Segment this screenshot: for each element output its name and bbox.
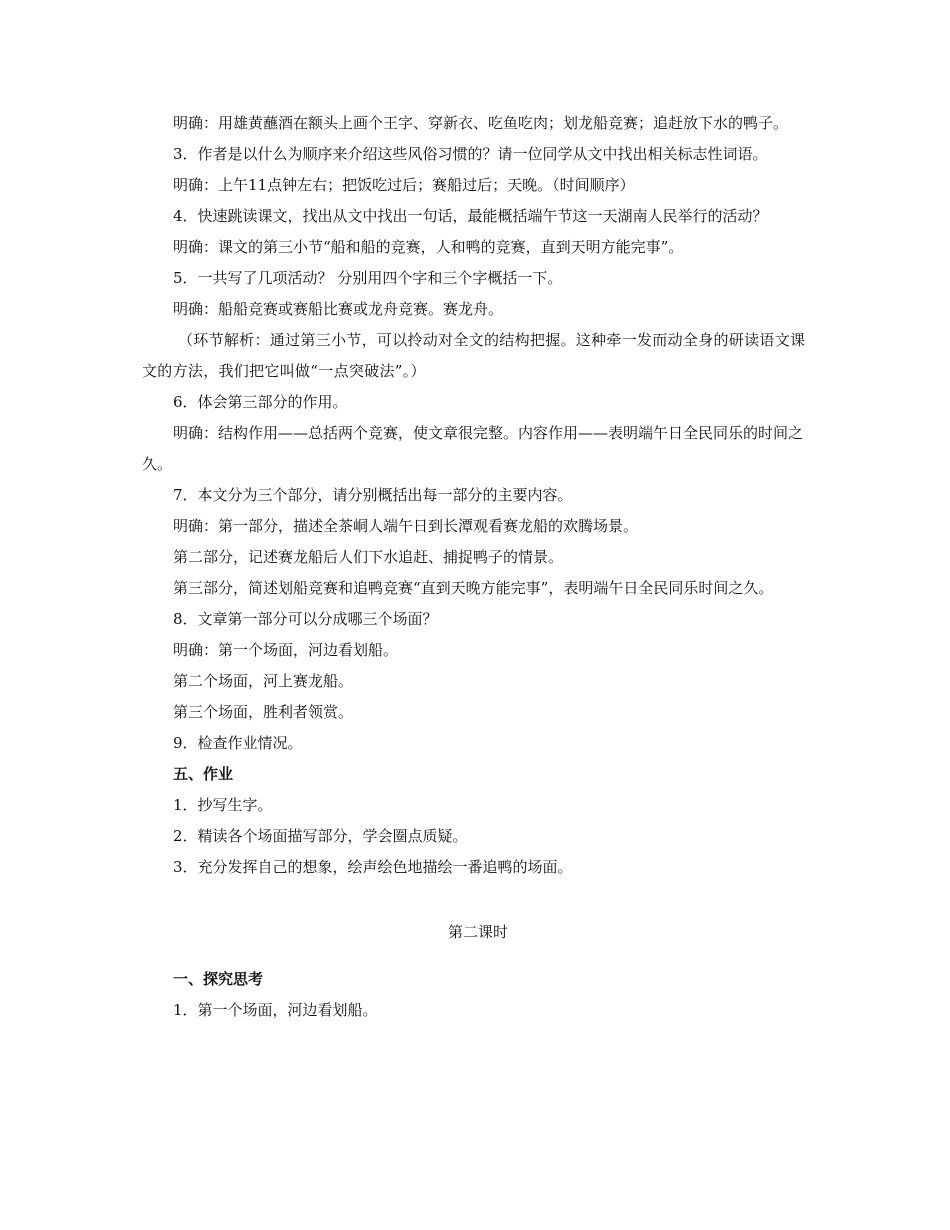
homework-item-3: 3．充分发挥自己的想象，绘声绘色地描绘一番追鸭的场面。 [173, 858, 573, 876]
homework-item-1: 1．抄写生字。 [173, 796, 273, 814]
answer-6: 明确：结构作用——总括两个竞赛，使文章很完整。内容作用——表明端午日全民同乐的时间之久。 [142, 424, 804, 473]
section-note: （环节解析：通过第三小节，可以拎动对全文的结构把握。这种牵一发而动全身的研读语文课文的方法，我们把它叫做“一点突破法”。） [142, 331, 806, 380]
answer-4: 明确：课文的第三小节“船和船的竞赛，人和鸭的竞赛，直到天明方能完事”。 [173, 238, 684, 256]
answer-3: 明确：上午11点钟左右；把饭吃过后；赛船过后；天晚。（时间顺序） [173, 176, 635, 194]
lesson-title: 第二课时 [447, 923, 508, 941]
answer-8-scene-2: 第二个场面，河上赛龙船。 [173, 672, 354, 690]
explore-item-1: 1．第一个场面，河边看划船。 [173, 1001, 378, 1019]
question-3: 3．作者是以什么为顺序来介绍这些风俗习惯的？请一位同学从文中找出相关标志性词语。 [173, 145, 768, 163]
answer-8-scene-1: 明确：第一个场面，河边看划船。 [173, 641, 399, 659]
question-5: 5．一共写了几项活动？ 分别用四个字和三个字概括一下。 [173, 269, 563, 287]
answer-paragraph: 明确：用雄黄蘸酒在额头上画个王字、穿新衣、吃鱼吃肉；划龙船竞赛；追赶放下水的鸭子。 [173, 114, 789, 132]
answer-7-part-2: 第二部分，记述赛龙船后人们下水追赶、捕捉鸭子的情景。 [173, 548, 564, 566]
answer-5: 明确：船船竞赛或赛船比赛或龙舟竞赛。赛龙舟。 [173, 300, 504, 318]
answer-8-scene-3: 第三个场面，胜利者领赏。 [173, 703, 354, 721]
question-7: 7．本文分为三个部分，请分别概括出每一部分的主要内容。 [173, 486, 573, 504]
homework-item-2: 2．精读各个场面描写部分，学会圈点质疑。 [173, 827, 468, 845]
section-heading-explore: 一、探究思考 [173, 970, 264, 988]
question-8: 8．文章第一部分可以分成哪三个场面？ [173, 610, 438, 628]
item-9: 9．检查作业情况。 [173, 734, 303, 752]
question-4: 4．快速跳读课文，找出从文中找出一句话，最能概括端午节这一天湖南人民举行的活动？ [173, 207, 768, 225]
answer-7-part-3: 第三部分，简述划船竞赛和追鸭竞赛“直到天晚方能完事”，表明端午日全民同乐时间之久。 [173, 579, 774, 597]
question-6: 6．体会第三部分的作用。 [173, 393, 348, 411]
section-heading-homework: 五、作业 [173, 765, 234, 783]
answer-7-part-1: 明确：第一部分，描述全茶峒人端午日到长潭观看赛龙船的欢腾场景。 [173, 517, 639, 535]
document-page [142, 108, 814, 1026]
